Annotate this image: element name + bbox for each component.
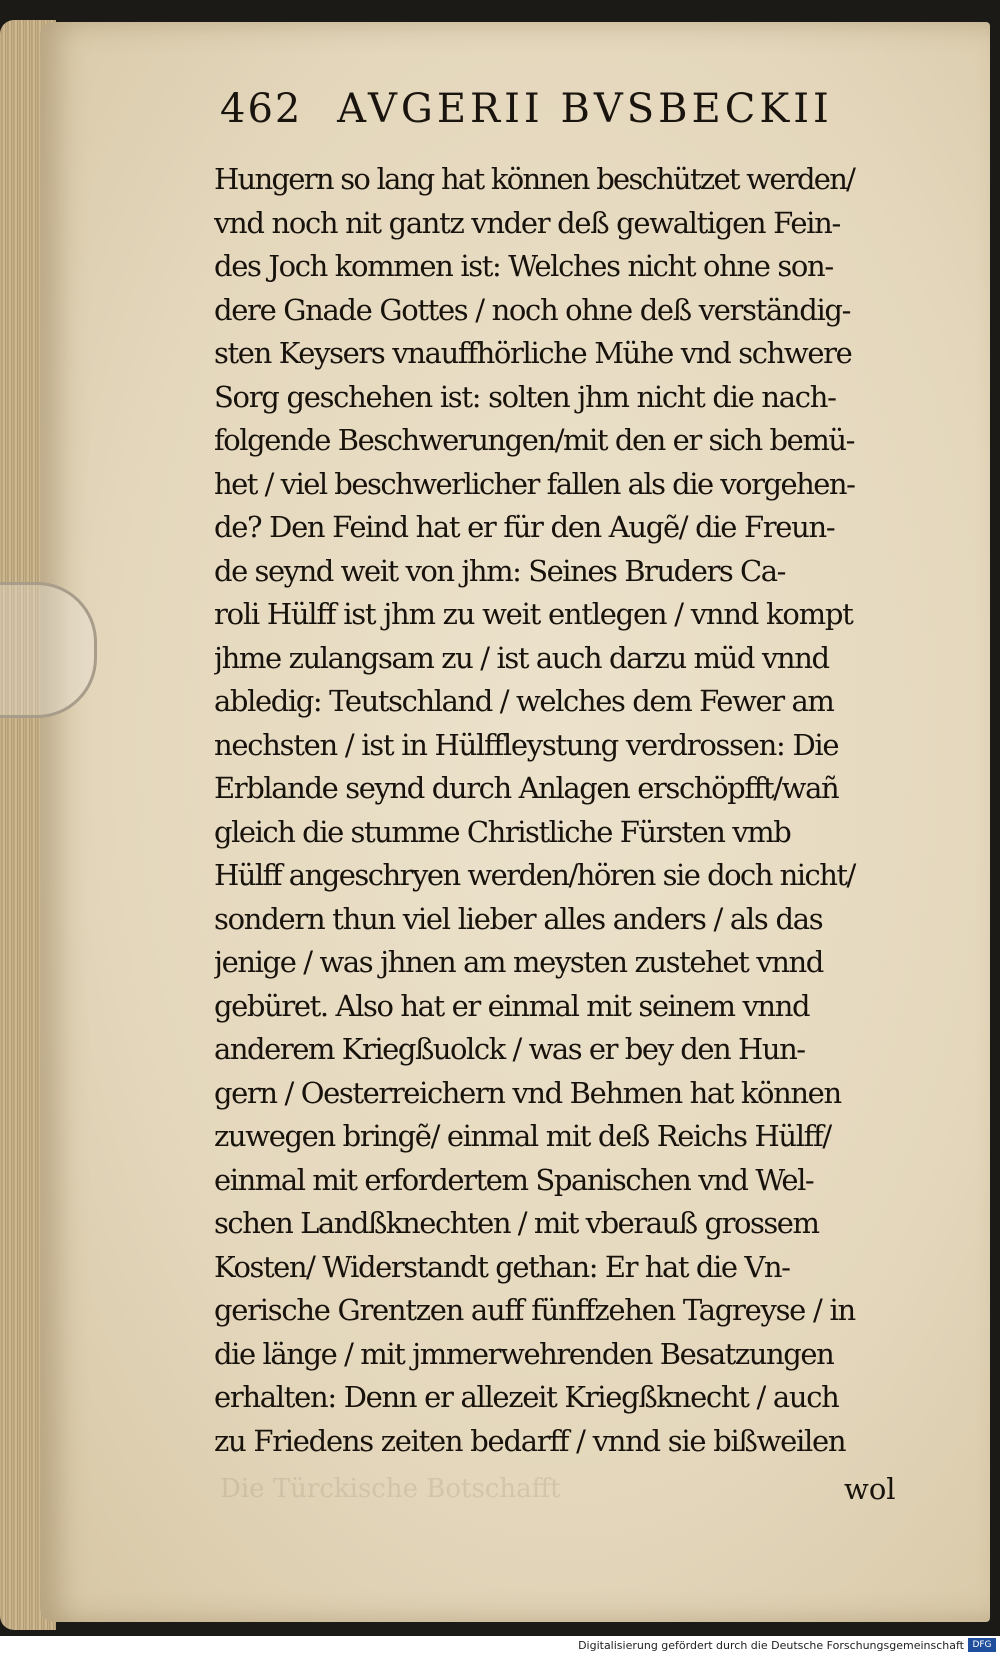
text-line: folgende Beschwerungen/mit den er sich bemü- bbox=[214, 423, 854, 457]
text-line: gerische Grentzen auff fünffzehen Tagreyse / in bbox=[214, 1293, 855, 1327]
text-line: het / viel beschwerlicher fallen als die vorgehen- bbox=[214, 466, 855, 501]
text-line: Hülff angeschryen werden/hören sie doch nicht/ bbox=[214, 858, 855, 892]
text-line: nechsten / ist in Hülffleystung verdrossen: Die bbox=[214, 727, 839, 762]
body-text bbox=[214, 158, 914, 1463]
text-line: Erblande seynd durch Anlagen erschöpfft/wañ bbox=[214, 771, 839, 805]
text-line: de? Den Feind hat er für den Augẽ/ die Freun- bbox=[214, 510, 835, 544]
text-line: jenige / was jhnen am meysten zustehet vnnd bbox=[214, 945, 823, 979]
page-header bbox=[220, 86, 860, 146]
text-line: gleich die stumme Christliche Fürsten vmb bbox=[214, 814, 791, 849]
text-line: zuwegen bringẽ/ einmal mit deß Reichs Hülff/ bbox=[214, 1119, 831, 1153]
text-line: dere Gnade Gottes / noch ohne deß verständig- bbox=[214, 292, 851, 327]
text-line: Kosten/ Widerstandt gethan: Er hat die Vn- bbox=[214, 1249, 790, 1284]
text-line: gern / Oesterreichern vnd Behmen hat können bbox=[214, 1075, 841, 1110]
text-line: jhme zulangsam zu / ist auch darzu müd vnnd bbox=[214, 640, 829, 675]
text-line: schen Landßknechten / mit vberauß grossem bbox=[214, 1206, 819, 1240]
text-line: abledig: Teutschland / welches dem Fewer am bbox=[214, 684, 834, 718]
text-line: erhalten: Denn er allezeit Kriegßknecht / auch bbox=[214, 1380, 839, 1414]
text-line: anderem Kriegßuolck / was er bey den Hun- bbox=[214, 1032, 805, 1066]
digitization-credit: Digitalisierung gefördert durch die Deutsche Forschungsgemeinschaft bbox=[578, 1639, 964, 1652]
text-line: die länge / mit jmmerwehrenden Besatzungen bbox=[214, 1336, 834, 1371]
text-line: einmal mit erfordertem Spanischen vnd Wel- bbox=[214, 1162, 814, 1197]
running-head: AVGERII BVSBECKII bbox=[337, 86, 833, 132]
catchword: wol bbox=[844, 1472, 896, 1506]
text-line: sondern thun viel lieber alles anders / als das bbox=[214, 901, 823, 936]
text-line: zu Friedens zeiten bedarff / vnnd sie bißweilen bbox=[214, 1423, 846, 1458]
text-line: de seynd weit von jhm: Seines Bruders Ca- bbox=[214, 553, 785, 588]
dfg-logo: DFG bbox=[968, 1638, 996, 1652]
text-line: gebüret. Also hat er einmal mit seinem vnnd bbox=[214, 988, 810, 1023]
page-number: 462 bbox=[220, 86, 303, 132]
text-line: sten Keysers vnauffhörliche Mühe vnd schwere bbox=[214, 336, 852, 370]
text-line: vnd noch nit gantz vnder deß gewaltigen Fein- bbox=[214, 205, 840, 240]
text-line: roli Hülff ist jhm zu weit entlegen / vnnd kompt bbox=[214, 597, 853, 631]
text-line: des Joch kommen ist: Welches nicht ohne son- bbox=[214, 249, 833, 283]
text-line: Sorg geschehen ist: solten jhm nicht die nach- bbox=[214, 379, 836, 414]
show-through-text: Die Türckische Botschafft bbox=[220, 1474, 561, 1504]
text-line: Hungern so lang hat können beschützet werden/ bbox=[214, 162, 855, 196]
